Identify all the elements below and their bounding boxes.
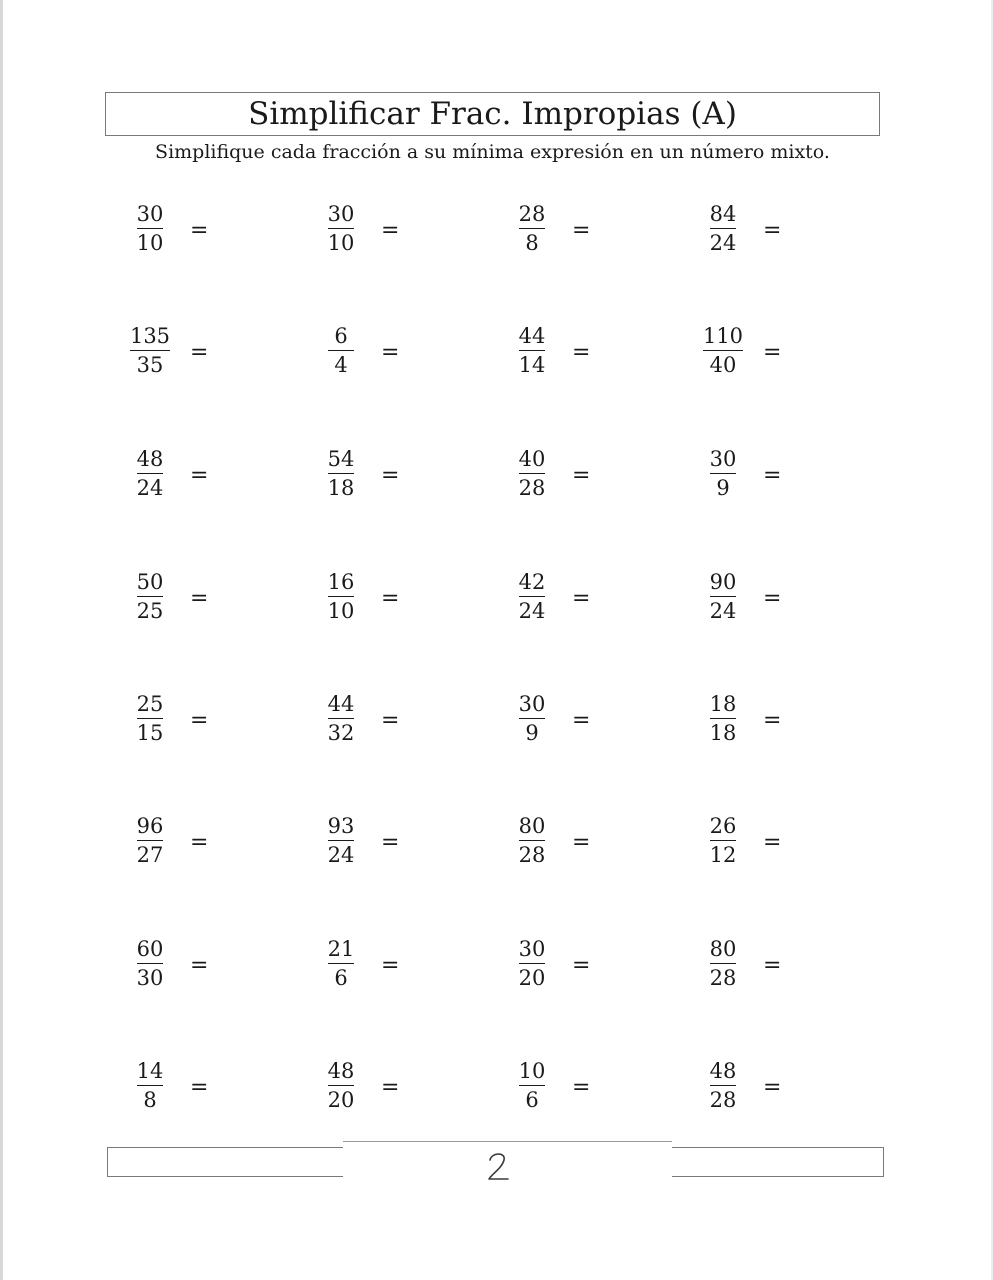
problem <box>122 1061 242 1121</box>
fraction <box>695 449 751 499</box>
equals-sign: = <box>381 218 400 243</box>
fraction <box>122 816 178 866</box>
equals-sign: = <box>190 830 209 855</box>
problem <box>504 694 624 754</box>
equals-sign: = <box>572 218 591 243</box>
problem <box>695 694 815 754</box>
problem <box>122 816 242 876</box>
fraction-denominator: 35 <box>136 353 164 377</box>
problem <box>504 449 624 509</box>
problem <box>122 572 242 632</box>
fraction-numerator: 44 <box>519 326 546 351</box>
fraction <box>122 694 178 744</box>
fraction <box>504 326 560 376</box>
fraction-denominator: 6 <box>334 966 348 990</box>
fraction <box>504 204 560 254</box>
worksheet-instructions: Simplifique cada fracción a su mínima expresión en un número mixto. <box>155 141 830 163</box>
fraction-numerator: 135 <box>130 326 170 351</box>
equals-sign: = <box>381 463 400 488</box>
fraction <box>313 572 369 622</box>
fraction-denominator: 18 <box>709 721 737 745</box>
fraction-numerator: 21 <box>328 939 355 964</box>
fraction-numerator: 18 <box>710 694 737 719</box>
fraction-numerator: 26 <box>710 816 737 841</box>
equals-sign: = <box>381 953 400 978</box>
fraction-numerator: 30 <box>328 204 355 229</box>
fraction-denominator: 40 <box>709 353 737 377</box>
footer-top-line <box>343 1141 672 1142</box>
problem <box>313 1061 433 1121</box>
fraction <box>313 816 369 866</box>
fraction-denominator: 28 <box>518 476 546 500</box>
equals-sign: = <box>572 953 591 978</box>
fraction-numerator: 30 <box>519 939 546 964</box>
fraction-denominator: 4 <box>334 353 348 377</box>
fraction <box>504 816 560 866</box>
equals-sign: = <box>763 586 782 611</box>
fraction-denominator: 8 <box>143 1088 157 1112</box>
fraction-numerator: 44 <box>328 694 355 719</box>
fraction-denominator: 32 <box>327 721 355 745</box>
fraction <box>695 1061 751 1111</box>
problem <box>695 326 815 386</box>
fraction-denominator: 14 <box>518 353 546 377</box>
problem <box>504 1061 624 1121</box>
fraction <box>504 694 560 744</box>
fraction <box>504 939 560 989</box>
fraction-denominator: 12 <box>709 843 737 867</box>
worksheet-title: Simplificar Frac. Impropias (A) <box>248 95 737 132</box>
fraction-denominator: 28 <box>709 1088 737 1112</box>
fraction-denominator: 9 <box>716 476 730 500</box>
problem <box>122 204 242 264</box>
equals-sign: = <box>572 830 591 855</box>
fraction-numerator: 54 <box>328 449 355 474</box>
problem <box>695 204 815 264</box>
fraction-denominator: 24 <box>136 476 164 500</box>
fraction-numerator: 6 <box>328 326 354 351</box>
fraction <box>313 204 369 254</box>
fraction-denominator: 15 <box>136 721 164 745</box>
equals-sign: = <box>572 463 591 488</box>
problem <box>313 326 433 386</box>
problem <box>122 694 242 754</box>
fraction <box>695 326 751 376</box>
problem <box>695 449 815 509</box>
footer-left-box <box>107 1147 343 1177</box>
fraction-denominator: 20 <box>518 966 546 990</box>
problem <box>695 1061 815 1121</box>
equals-sign: = <box>190 586 209 611</box>
fraction-numerator: 48 <box>137 449 164 474</box>
fraction-denominator: 24 <box>327 843 355 867</box>
fraction-numerator: 25 <box>137 694 164 719</box>
problem <box>313 449 433 509</box>
fraction-denominator: 28 <box>709 966 737 990</box>
fraction <box>313 939 369 989</box>
problem <box>313 939 433 999</box>
fraction-denominator: 25 <box>136 599 164 623</box>
equals-sign: = <box>381 830 400 855</box>
fraction-denominator: 8 <box>525 231 539 255</box>
equals-sign: = <box>572 1075 591 1100</box>
equals-sign: = <box>572 708 591 733</box>
fraction <box>122 449 178 499</box>
fraction-denominator: 10 <box>327 599 355 623</box>
fraction-numerator: 10 <box>519 1061 546 1086</box>
fraction-numerator: 40 <box>519 449 546 474</box>
equals-sign: = <box>763 218 782 243</box>
equals-sign: = <box>190 218 209 243</box>
problem <box>313 816 433 876</box>
fraction-numerator: 60 <box>137 939 164 964</box>
fraction <box>122 204 178 254</box>
fraction-numerator: 80 <box>519 816 546 841</box>
fraction-numerator: 16 <box>328 572 355 597</box>
problem <box>504 572 624 632</box>
equals-sign: = <box>381 1075 400 1100</box>
fraction-numerator: 50 <box>137 572 164 597</box>
footer-right-box <box>672 1147 884 1177</box>
equals-sign: = <box>381 708 400 733</box>
fraction <box>313 694 369 744</box>
problem <box>504 204 624 264</box>
fraction-numerator: 93 <box>328 816 355 841</box>
fraction-numerator: 30 <box>519 694 546 719</box>
fraction-denominator: 10 <box>327 231 355 255</box>
fraction-denominator: 6 <box>525 1088 539 1112</box>
problem <box>313 204 433 264</box>
fraction-numerator: 30 <box>710 449 737 474</box>
fraction <box>695 204 751 254</box>
fraction-numerator: 48 <box>710 1061 737 1086</box>
fraction-numerator: 84 <box>710 204 737 229</box>
fraction <box>504 449 560 499</box>
problem <box>122 939 242 999</box>
fraction-numerator: 80 <box>710 939 737 964</box>
problem <box>504 326 624 386</box>
fraction <box>122 326 178 376</box>
fraction <box>313 449 369 499</box>
equals-sign: = <box>190 953 209 978</box>
fraction-denominator: 30 <box>136 966 164 990</box>
fraction <box>695 939 751 989</box>
fraction <box>695 694 751 744</box>
fraction-denominator: 28 <box>518 843 546 867</box>
equals-sign: = <box>190 708 209 733</box>
fraction-denominator: 24 <box>709 231 737 255</box>
handwritten-page-number <box>470 1146 530 1186</box>
problem <box>695 572 815 632</box>
equals-sign: = <box>763 463 782 488</box>
fraction <box>122 1061 178 1111</box>
fraction <box>504 1061 560 1111</box>
equals-sign: = <box>190 1075 209 1100</box>
equals-sign: = <box>572 586 591 611</box>
fraction-numerator: 48 <box>328 1061 355 1086</box>
equals-sign: = <box>190 340 209 365</box>
problem <box>504 816 624 876</box>
equals-sign: = <box>190 463 209 488</box>
fraction-numerator: 110 <box>703 326 743 351</box>
equals-sign: = <box>763 953 782 978</box>
fraction <box>504 572 560 622</box>
fraction-denominator: 10 <box>136 231 164 255</box>
fraction-numerator: 90 <box>710 572 737 597</box>
problem <box>504 939 624 999</box>
fraction <box>122 572 178 622</box>
problem <box>122 326 242 386</box>
fraction <box>695 572 751 622</box>
equals-sign: = <box>763 1075 782 1100</box>
fraction-denominator: 24 <box>518 599 546 623</box>
fraction-numerator: 14 <box>137 1061 164 1086</box>
equals-sign: = <box>381 340 400 365</box>
fraction <box>122 939 178 989</box>
fraction-denominator: 24 <box>709 599 737 623</box>
fraction-denominator: 20 <box>327 1088 355 1112</box>
equals-sign: = <box>763 340 782 365</box>
fraction-numerator: 30 <box>137 204 164 229</box>
fraction <box>313 1061 369 1111</box>
problem <box>695 939 815 999</box>
problem <box>695 816 815 876</box>
equals-sign: = <box>763 830 782 855</box>
fraction <box>313 326 369 376</box>
fraction-numerator: 42 <box>519 572 546 597</box>
problem <box>313 572 433 632</box>
problem <box>122 449 242 509</box>
equals-sign: = <box>572 340 591 365</box>
fraction <box>695 816 751 866</box>
fraction-numerator: 96 <box>137 816 164 841</box>
problem <box>313 694 433 754</box>
fraction-denominator: 9 <box>525 721 539 745</box>
fraction-denominator: 27 <box>136 843 164 867</box>
equals-sign: = <box>381 586 400 611</box>
fraction-numerator: 28 <box>519 204 546 229</box>
equals-sign: = <box>763 708 782 733</box>
fraction-denominator: 18 <box>327 476 355 500</box>
